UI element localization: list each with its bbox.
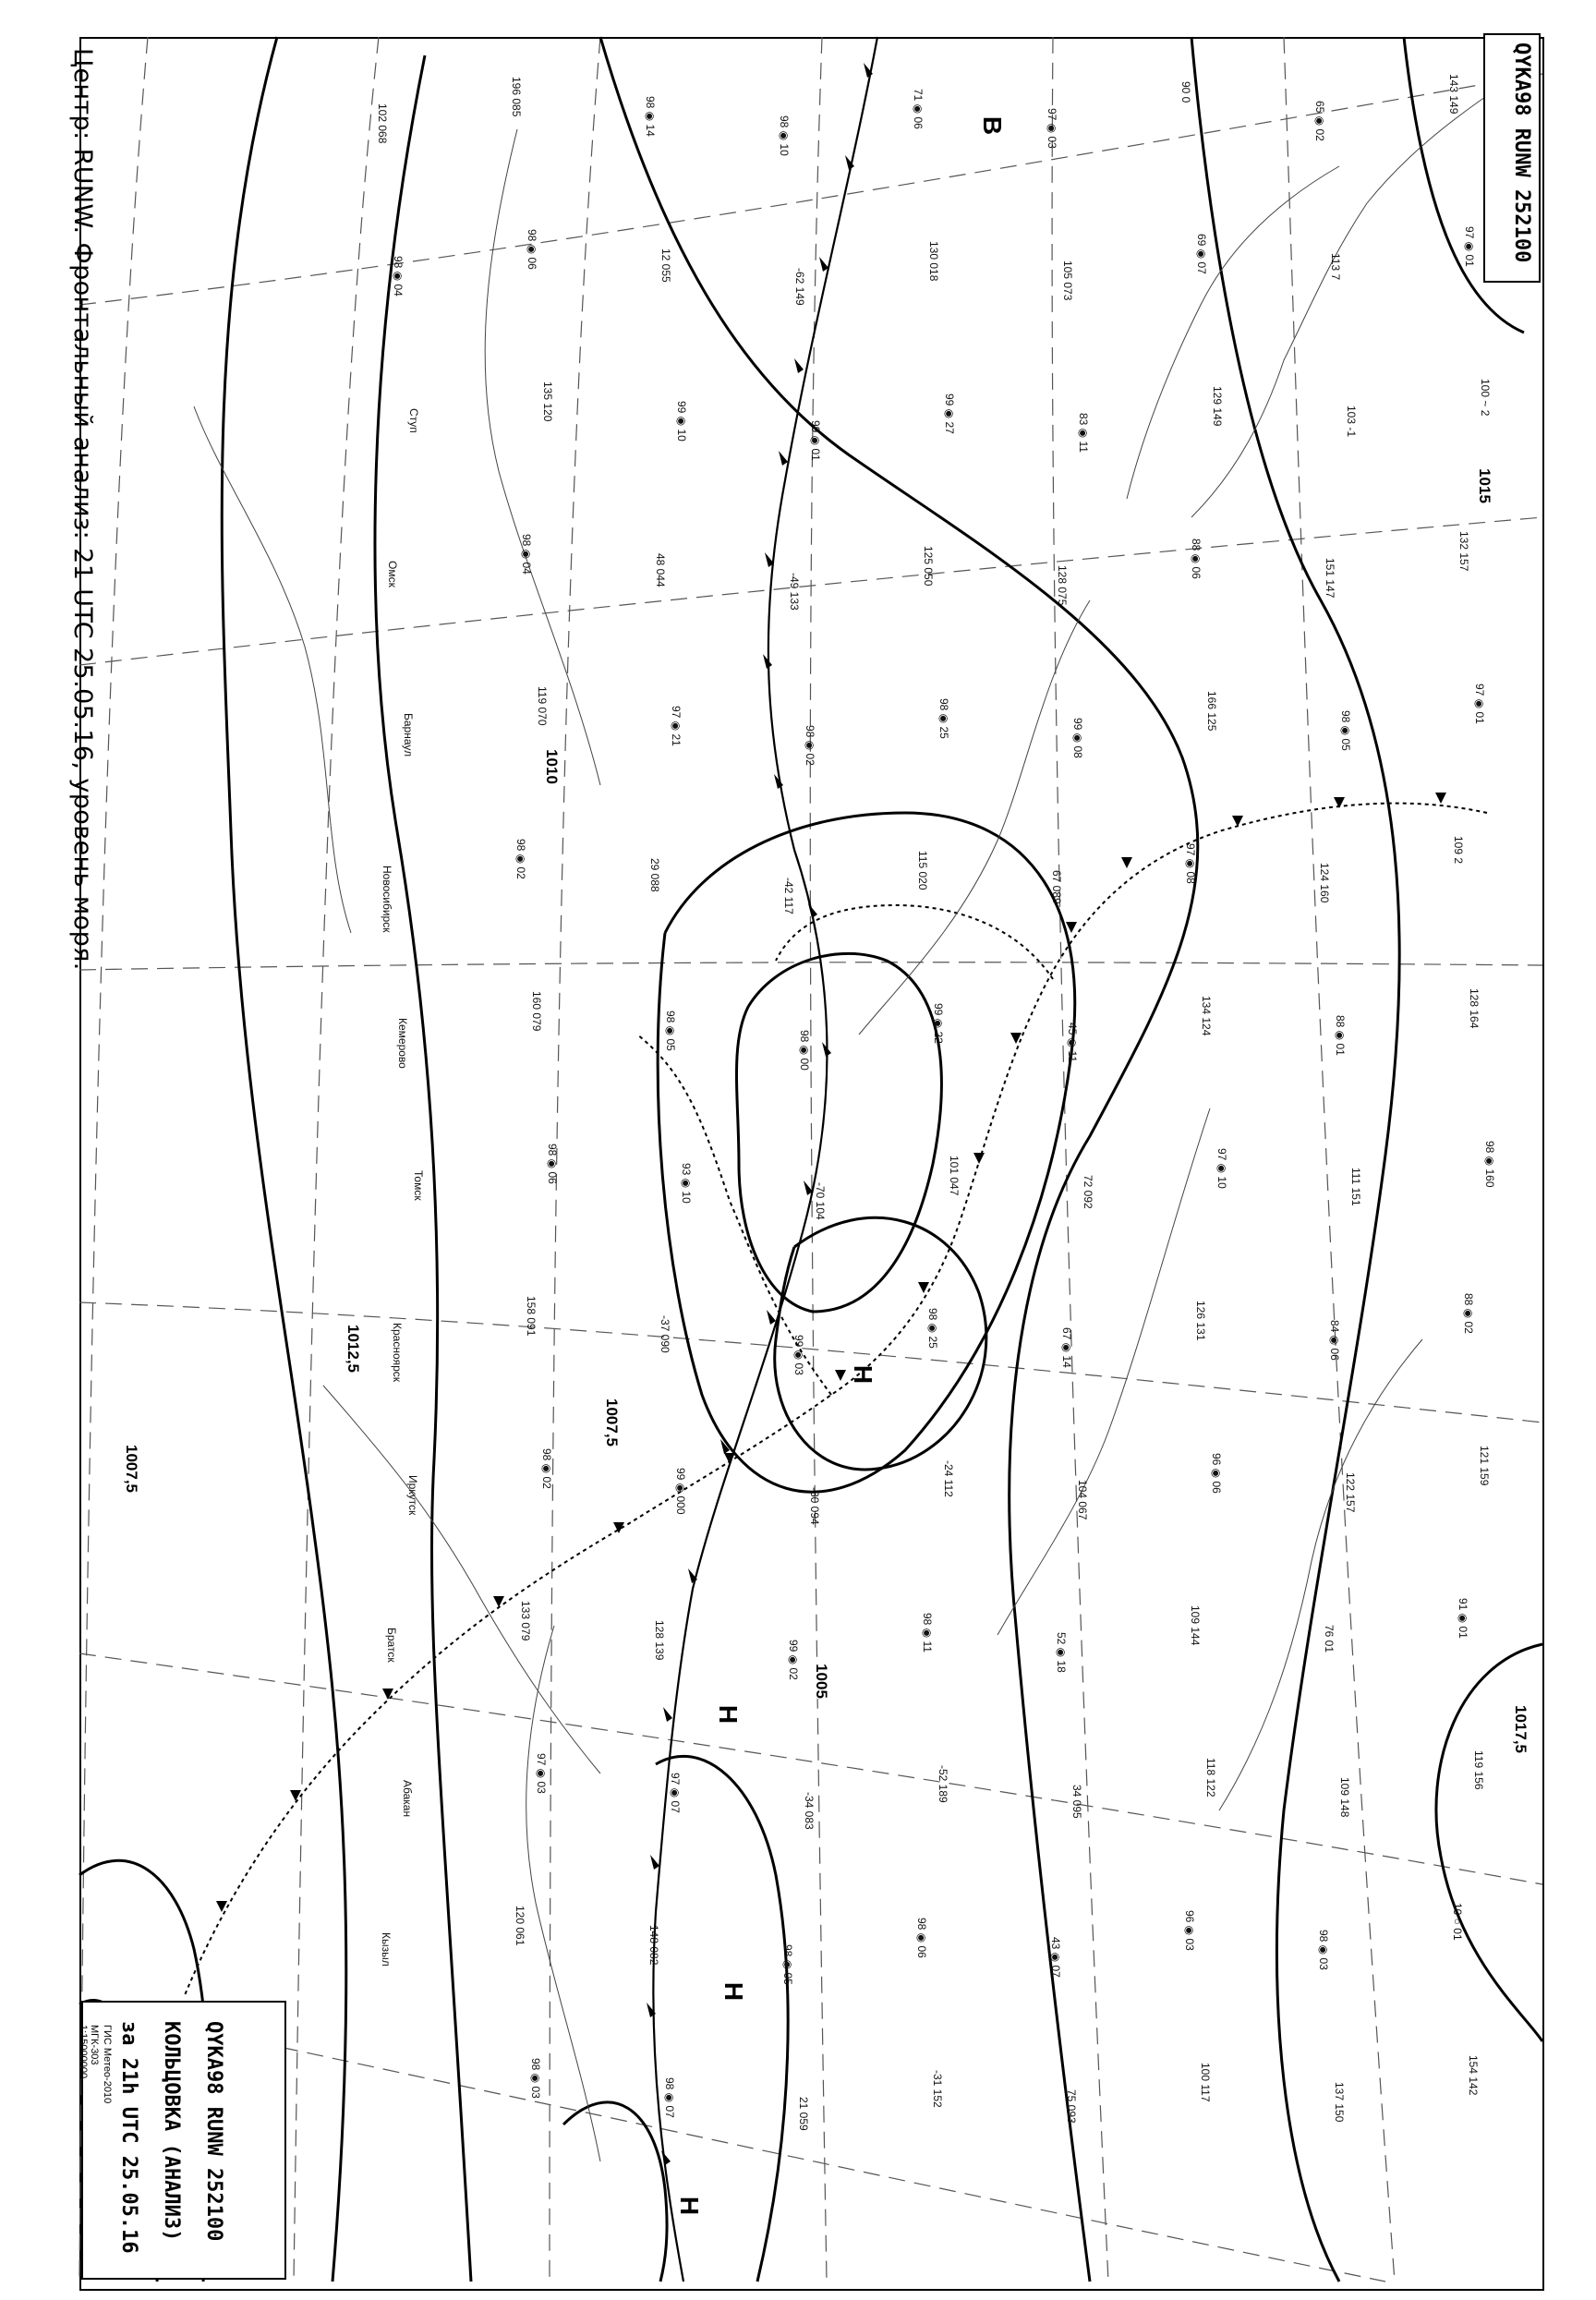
station-value: 98 ◉ 02 — [540, 1448, 553, 1489]
station-value: 115 020 — [916, 851, 929, 890]
station-value: 104 067 — [1076, 1480, 1089, 1520]
station-value: 133 079 — [519, 1601, 532, 1641]
front-triangle — [493, 1596, 504, 1607]
station-value: 98 ◉ 04 — [520, 534, 533, 575]
low-pressure-center: Н — [719, 1981, 749, 2002]
front-triangle — [808, 903, 817, 918]
station-value: 91 ◉ 01 — [1457, 1598, 1469, 1639]
station-value: 97 ◉ 07 — [669, 1773, 682, 1813]
front-triangle — [779, 451, 788, 466]
low-pressure-center: Н — [714, 1704, 744, 1725]
station-value: 52 ◉ 18 — [1055, 1632, 1068, 1673]
isobar-label: 1007,5 — [603, 1398, 621, 1447]
station-value: 160 079 — [530, 991, 543, 1032]
front-triangle — [1066, 922, 1077, 933]
station-value: Новосибирск — [381, 866, 393, 933]
station-value: 111 151 — [1349, 1168, 1362, 1206]
station-value: 75 093 — [1065, 2089, 1078, 2124]
station-value: 99 ◉ 01 — [809, 420, 822, 461]
station-value: 130 018 — [927, 241, 940, 282]
graticule-line — [1284, 37, 1395, 2282]
station-value: 122 157 — [1344, 1472, 1357, 1513]
legend-format: МГК-303 — [89, 2025, 100, 2065]
cold-front-line — [653, 37, 877, 2282]
station-value: 97 ◉ 01 — [1463, 226, 1476, 267]
front-triangle — [794, 358, 804, 373]
coast-line — [323, 1386, 600, 1773]
isobar-line — [1436, 1644, 1542, 2041]
station-value: 143 149 — [1447, 74, 1460, 115]
low-pressure-center: Н — [849, 1364, 878, 1385]
front-triangle — [1334, 797, 1345, 808]
station-value: 100 ~ 2 — [1479, 379, 1492, 417]
station-value: 154 142 — [1467, 2055, 1480, 2096]
station-value: -62 149 — [793, 268, 806, 306]
station-value: 71 ◉ 06 — [912, 89, 925, 129]
station-value: 151 147 — [1324, 558, 1336, 599]
station-value: 29 088 — [648, 858, 661, 892]
station-value: 99 ◉ 27 — [943, 393, 956, 434]
front-triangle — [1435, 793, 1446, 804]
station-value: 98 ◉ 00 — [798, 1030, 811, 1071]
station-value: 99 ◉ 000 — [674, 1468, 687, 1515]
station-value: 45 ◉ 11 — [1066, 1023, 1079, 1062]
station-value: 69 ◉ 07 — [1195, 234, 1208, 274]
station-value: 109 148 — [1338, 1777, 1351, 1818]
front-triangle — [767, 1310, 776, 1325]
station-value: 128 075 — [1056, 565, 1069, 606]
station-value: 90 0 — [1179, 81, 1192, 103]
station-value: 72 092 — [1082, 1175, 1094, 1209]
station-value: 98 ◉ 10 — [778, 115, 791, 156]
station-value: -49 133 — [788, 573, 801, 611]
coast-line — [1191, 83, 1505, 517]
coast-line — [998, 1108, 1210, 1635]
front-triangle — [724, 1453, 735, 1464]
station-value: 48 044 — [654, 553, 667, 587]
station-value: 83 ◉ 11 — [1077, 413, 1090, 453]
station-value: 120 061 — [514, 1906, 526, 1946]
station-value: Кызыл — [380, 1932, 393, 1967]
chart-title: Центр: RUNW. Фронтальный анализ: 21 UTC 25.05.16, уровень моря. — [68, 48, 97, 971]
station-value: 98 ◉ 06 — [526, 229, 538, 270]
legend-location: КОЛЬЦОВКА (АНАЛИЗ) — [160, 2021, 183, 2242]
station-value: 137 150 — [1333, 2082, 1346, 2123]
station-value: 10 ○ 01 — [1451, 1903, 1464, 1941]
station-value: 109 2 — [1452, 836, 1465, 865]
station-value: 129 149 — [1211, 386, 1224, 427]
station-value: Красноярск — [391, 1323, 404, 1383]
station-value: 128 139 — [653, 1620, 666, 1661]
station-value: 134 124 — [1200, 996, 1213, 1036]
station-value: 126 131 — [1194, 1301, 1207, 1341]
station-value: -34 083 — [803, 1792, 816, 1830]
legend-system: ГИС Метео-2010 — [102, 2025, 113, 2104]
front-triangle — [663, 1707, 672, 1722]
station-value: 135 120 — [541, 381, 554, 422]
front-triangle — [835, 1370, 846, 1381]
station-value: 158 091 — [525, 1296, 538, 1337]
station-value: 128 164 — [1468, 988, 1481, 1029]
station-value: 125 050 — [922, 546, 935, 587]
station-value: 98 ◉ 05 — [781, 1944, 794, 1985]
station-value: Кемерово — [396, 1018, 409, 1069]
station-value: 99 ◉ 03 — [792, 1335, 805, 1375]
coast-line — [1219, 1339, 1422, 1810]
station-value: 84 ◉ 06 — [1328, 1320, 1341, 1361]
isobar-label: 1012,5 — [345, 1325, 362, 1373]
station-value: Ступ — [407, 408, 420, 433]
legend-scale: 1:15000000 — [78, 2025, 89, 2079]
isobar-label: 1010 — [542, 749, 561, 784]
station-value: 98 ◉ 03 — [529, 2058, 542, 2099]
station-value: 148 082 — [647, 1925, 660, 1966]
isobar-label: 1005 — [812, 1664, 830, 1699]
station-value: 99 ◉ 10 — [675, 401, 688, 442]
cold-front — [653, 37, 877, 2282]
station-value: 100 117 — [1199, 2063, 1212, 2102]
front-triangle — [819, 257, 828, 272]
station-value: 99 ◉ 02 — [787, 1640, 800, 1680]
isobar-label: 1007,5 — [123, 1445, 140, 1493]
station-value: 88 ◉ 02 — [1462, 1293, 1475, 1334]
station-value: 98 ◉ 14 — [644, 96, 657, 137]
station-value: 93 ◉ 10 — [680, 1163, 693, 1204]
front-triangle — [661, 2150, 671, 2165]
station-value: 113 7 — [1329, 253, 1342, 281]
station-value: Братск — [385, 1628, 398, 1663]
station-value: 102 068 — [376, 103, 389, 144]
station-value: 119 070 — [536, 686, 549, 726]
station-value: Томск — [412, 1170, 425, 1201]
station-value: 34 095 — [1070, 1785, 1083, 1819]
station-value: 98 ◉ 04 — [392, 256, 405, 297]
station-value: 98 ◉ 02 — [804, 725, 816, 766]
coast-line — [194, 406, 351, 933]
front-triangle — [973, 1153, 985, 1164]
occluded-front-line — [185, 804, 1487, 1995]
station-value: -24 112 — [942, 1460, 955, 1497]
station-value: 132 157 — [1457, 531, 1470, 572]
station-value: 98 ◉ 07 — [663, 2077, 676, 2118]
front-triangle — [1232, 816, 1243, 827]
station-value: 97 ◉ 10 — [1215, 1148, 1228, 1189]
isobar-line — [222, 37, 346, 2282]
station-value: -70 104 — [814, 1182, 827, 1220]
station-value: Иркутск — [406, 1475, 419, 1516]
station-value: 97 ◉ 21 — [670, 706, 683, 746]
station-value: Абакан — [401, 1780, 414, 1818]
station-value: Омск — [386, 561, 399, 587]
station-value: 98 ◉ 160 — [1483, 1141, 1496, 1188]
station-value: -30 094 — [808, 1487, 821, 1525]
isobar-label: 1017,5 — [1512, 1705, 1530, 1753]
low-pressure-center: Н — [675, 2196, 705, 2216]
terrain-lines — [194, 83, 1505, 2161]
station-value: 121 159 — [1478, 1446, 1491, 1486]
legend-box — [78, 2001, 286, 2280]
station-value: -52 189 — [937, 1765, 949, 1803]
station-value: 97 ◉ 03 — [535, 1753, 548, 1794]
station-value: 166 125 — [1205, 691, 1218, 732]
station-value: -31 152 — [931, 2070, 944, 2108]
station-value: 98 ◉ 11 — [921, 1613, 934, 1652]
station-value: 43 ◉ 07 — [1049, 1937, 1062, 1978]
station-value: 124 160 — [1318, 863, 1331, 903]
station-value: 109 144 — [1189, 1605, 1202, 1646]
front-triangle — [650, 1855, 659, 1870]
station-value: 98 ◉ 06 — [546, 1144, 559, 1184]
station-value: 103 -1 — [1345, 406, 1358, 438]
station-value: 76 01 — [1323, 1625, 1336, 1653]
station-value: 88 ◉ 06 — [1190, 539, 1203, 579]
station-value: 98 ◉ 03 — [1317, 1930, 1330, 1970]
high-pressure-center: В — [978, 115, 1008, 136]
station-value: 118 122 — [1204, 1758, 1217, 1798]
station-value: -37 090 — [659, 1315, 671, 1353]
station-value: -42 117 — [782, 878, 795, 914]
station-value: 99 ◉ 08 — [1071, 718, 1084, 758]
legend-time: за 21h UTC 25.05.16 — [117, 2021, 140, 2254]
cold-front-triangles — [647, 63, 873, 2165]
station-value: 96 ◉ 03 — [1183, 1910, 1196, 1951]
station-value: 67 ◉ 14 — [1060, 1327, 1073, 1368]
isobar-label: 1015 — [1475, 468, 1493, 503]
isobar-line — [600, 37, 1198, 2282]
graticule-line — [79, 1302, 1542, 1422]
station-value: 96 ◉ 06 — [1210, 1453, 1223, 1494]
station-value: 97 ◉ 01 — [1473, 684, 1486, 724]
isobar-line — [563, 2102, 667, 2282]
station-value: 97 ◉ 03 — [1046, 108, 1058, 149]
station-value: 98 ◉ 05 — [1339, 710, 1352, 751]
station-value: 67 089 — [1050, 870, 1063, 904]
front-triangle — [216, 1901, 227, 1912]
station-value: 196 085 — [510, 77, 523, 117]
station-value: 98 ◉ 25 — [937, 698, 950, 739]
isobar-line — [775, 1217, 986, 1470]
isobar-line — [737, 953, 945, 1312]
header-code-box — [1483, 33, 1541, 283]
station-value: 98 ◉ 02 — [514, 839, 527, 879]
station-value: 98 ◉ 06 — [915, 1918, 928, 1958]
station-value: 88 ◉ 01 — [1334, 1015, 1347, 1056]
station-value: Барнаул — [402, 713, 415, 757]
front-triangle — [1121, 857, 1132, 868]
station-value: 65 ◉ 02 — [1313, 101, 1326, 141]
station-value: 101 047 — [948, 1156, 961, 1196]
graticule-line — [294, 37, 379, 2282]
occluded-front — [185, 804, 1487, 1995]
station-value: 99 ◉ 22 — [932, 1003, 945, 1044]
station-value: 12 055 — [659, 248, 672, 283]
isobar-line — [658, 813, 1075, 1492]
station-value: 98 ◉ 05 — [664, 1011, 677, 1051]
legend-code: QYKA98 RUNW 252100 — [202, 2021, 225, 2242]
station-value: 97 ◉ 08 — [1184, 843, 1197, 884]
station-value: 21 059 — [797, 2097, 810, 2131]
bulletin-code: QYKA98 RUNW 252100 — [1510, 42, 1533, 263]
station-value: 98 ◉ 25 — [926, 1308, 939, 1349]
station-value: 105 073 — [1061, 260, 1074, 301]
front-triangle — [290, 1790, 301, 1801]
station-value: 119 156 — [1472, 1750, 1485, 1790]
